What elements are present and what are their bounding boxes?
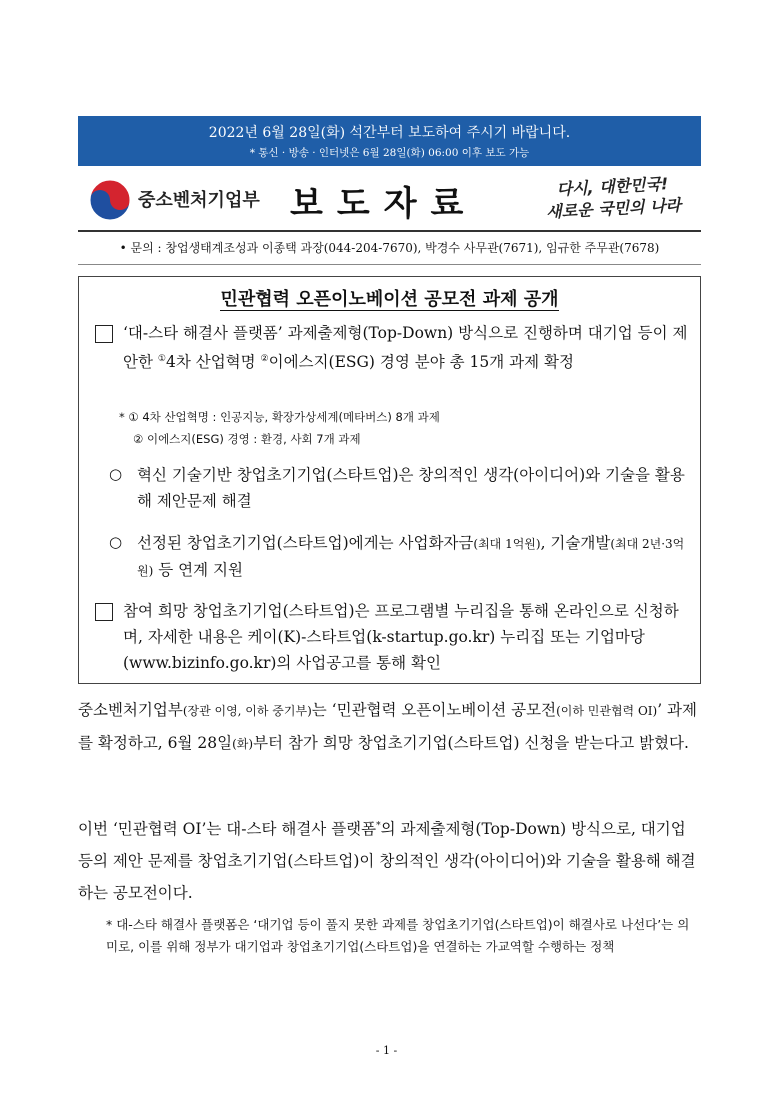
sub2-text-a: 선정된 창업초기기업(스타트업)에게는 사업화자금 xyxy=(137,534,474,552)
point1-text-c: 이에스지(ESG) 경영 분야 총 15개 과제 확정 xyxy=(268,353,574,372)
point1-mark2: ② xyxy=(260,354,269,364)
contact-info: • 문의 : 창업생태계조성과 이종택 과장(044-204-7670), 박경수 사무관(7671), 임규한 주무관(7678) xyxy=(78,230,701,265)
slogan-line1: 다시, 대한민국! xyxy=(556,174,669,199)
p2-text-a: 이번 ‘민관협력 OI’는 대-스타 해결사 플랫폼 xyxy=(78,820,377,839)
p1-small-b: (이하 민관협력 OI) xyxy=(556,704,658,718)
ministry-name: 중소벤처기업부 xyxy=(138,190,260,211)
bullet-circle-icon: ○ xyxy=(109,465,123,483)
bullet-circle-icon: ○ xyxy=(109,533,123,551)
point1-text-b: 4차 산업혁명 xyxy=(165,353,261,372)
p1-text-b: 는 ‘민관협력 오픈이노베이션 공모전 xyxy=(311,701,557,719)
point1-mark1: ① xyxy=(157,354,166,364)
note-2: ② 이에스지(ESG) 경영 : 환경, 사회 7개 과제 xyxy=(133,432,361,446)
sub2-small-a: (최대 1억원) xyxy=(473,537,541,551)
p1-text-c: ’ 과제를 확정하고, 6월 28일 xyxy=(78,701,698,752)
p1-text-a: 중소벤처기업부 xyxy=(78,701,183,719)
embargo-line1: 2022년 6월 28일(화) 석간부터 보도하여 주시기 바랍니다. xyxy=(208,125,571,141)
embargo-banner xyxy=(78,116,701,166)
p1-small-c: (화) xyxy=(232,737,254,751)
slogan xyxy=(527,172,699,225)
checkbox-square-icon xyxy=(95,325,113,343)
sub2-small-b: (최대 2년·3억원) xyxy=(137,537,685,578)
p2-text-b: 의 과제출제형(Top-Down) 방식으로, 대기업 등의 제안 문제를 창업초기기업(스타트업)이 창의적인 생각(아이디어)와 기술을 활용해 해결하는 공모전이다. xyxy=(78,820,696,903)
summary-sub-2 xyxy=(137,530,693,584)
sub2-text-c: 등 연계 지원 xyxy=(153,561,243,579)
checkbox-square-icon xyxy=(95,603,113,621)
summary-box xyxy=(78,276,701,684)
body-paragraph-2 xyxy=(78,810,701,909)
body-paragraph-1 xyxy=(78,694,701,760)
press-release-title: 보도자료 xyxy=(290,184,478,224)
summary-point-1 xyxy=(123,320,693,375)
point1-text-a: ‘대-스타 해결사 플랫폼’ 과제출제형(Top-Down) 방식으로 진행하며 대기업 등이 제안한 xyxy=(123,324,688,372)
taegeuk-logo-icon xyxy=(88,178,132,222)
embargo-line2: * 통신 · 방송 · 인터넷은 6월 28일(화) 06:00 이후 보도 가능 xyxy=(249,147,530,159)
footnote: * 대-스타 해결사 플랫폼은 ‘대기업 등이 풀지 못한 과제를 창업초기기업(스타트업)이 해결사로 나선다’는 의미로, 이를 위해 정부가 대기업과 창업초기기업(스타트업)을 연결하는 가교역할 수행하는 정책 xyxy=(106,917,690,954)
p1-text-d: 부터 참가 희망 창업초기기업(스타트업) 신청을 받는다고 밝혔다. xyxy=(253,734,689,752)
page-number: - 1 - xyxy=(375,1044,398,1057)
summary-sub-1: 혁신 기술기반 창업초기기업(스타트업)은 창의적인 생각(아이디어)와 기술을 활용해 제안문제 해결 xyxy=(137,466,685,510)
sub2-text-b: , 기술개발 xyxy=(540,534,611,552)
slogan-line2: 새로운 국민의 나라 xyxy=(545,195,682,222)
headline xyxy=(79,285,700,311)
summary-point-2: 참여 희망 창업초기기업(스타트업)은 프로그램별 누리집을 통해 온라인으로 신청하며, 자세한 내용은 케이(K)-스타트업(k-startup.go.kr) 누리집 또는 기업마당(www.bizinfo.go.kr)의 사업공고를 통해 확인 xyxy=(123,602,679,672)
headline-text: 민관협력 오픈이노베이션 공모전 과제 공개 xyxy=(220,289,559,310)
p2-sup: * xyxy=(376,821,381,831)
p1-small-a: (장관 이영, 이하 중기부) xyxy=(182,704,312,718)
note-1: * ① 4차 산업혁명 : 인공지능, 확장가상세계(메타버스) 8개 과제 xyxy=(119,410,440,424)
press-header xyxy=(78,172,701,228)
